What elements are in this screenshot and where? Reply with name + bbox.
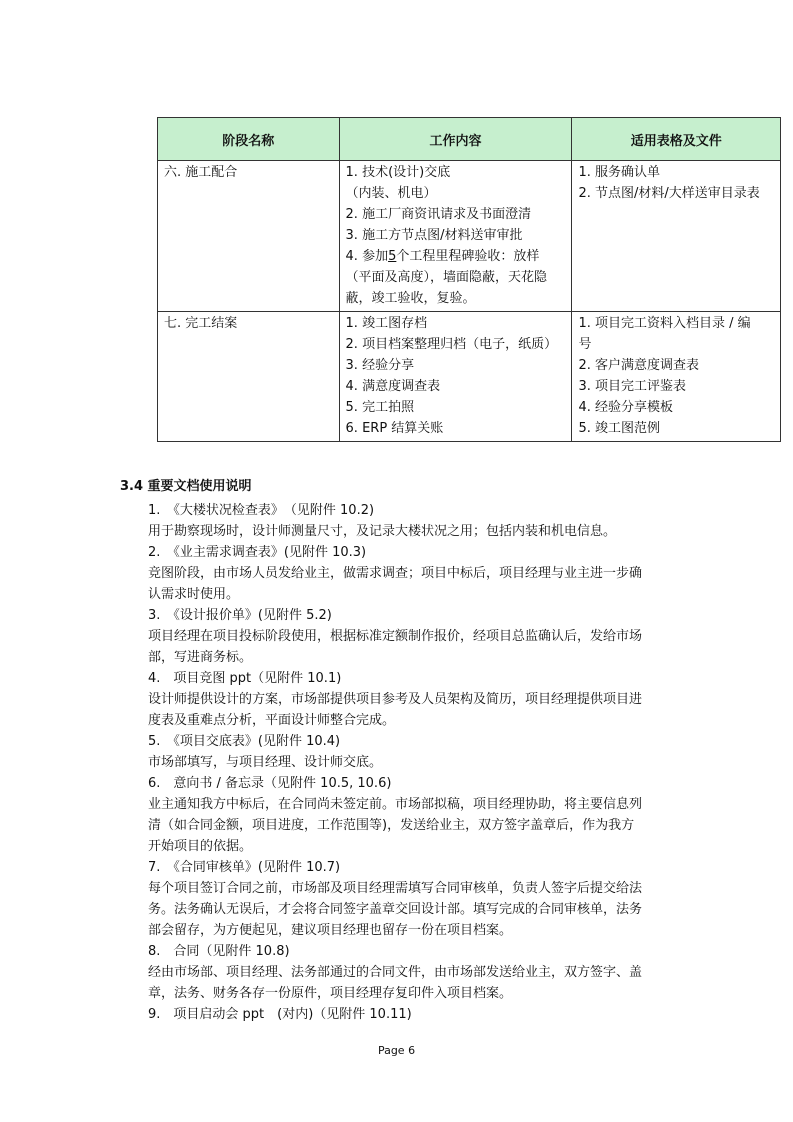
- doc-item-title: 4. 项目竞图 ppt（见附件 10.1): [148, 671, 342, 686]
- doc-item-description-line: 度表及重难点分析，平面设计师整合完成。: [148, 713, 396, 728]
- doc-item-description-line: 每个项目签订合同之前，市场部及项目经理需填写合同审核单，负责人签字后提交给法: [148, 881, 643, 896]
- page-number: Page 6: [377, 1044, 416, 1057]
- stage-cell: [158, 312, 340, 442]
- doc-line: 2. 客户满意度调查表: [578, 358, 700, 373]
- doc-item-description-line: 务。法务确认无误后，才会将合同签字盖章交回设计部。填写完成的合同审核单，法务: [148, 902, 643, 917]
- header-docs: 适用表格及文件: [572, 118, 781, 161]
- doc-item-description-line: 市场部填写，与项目经理、设计师交底。: [148, 755, 383, 770]
- table-row: [158, 161, 781, 312]
- work-line: 2. 项目档案整理归档（电子，纸质）: [345, 337, 558, 352]
- doc-item-description-line: 章，法务、财务各存一份原件，项目经理存复印件入项目档案。: [148, 986, 513, 1001]
- doc-item-description-line: 设计师提供设计的方案，市场部提供项目参考及人员架构及简历，项目经理提供项目进: [148, 692, 643, 707]
- doc-item-description-line: 竞图阶段，由市场人员发给业主，做需求调查；项目中标后，项目经理与业主进一步确: [148, 566, 643, 581]
- doc-item-description-line: 用于勘察现场时，设计师测量尺寸，及记录大楼状况之用；包括内装和机电信息。: [148, 524, 617, 539]
- doc-item-description-line: 业主通知我方中标后，在合同尚未签定前。市场部拟稿，项目经理协助，将主要信息列: [148, 797, 643, 812]
- work-cell: [339, 312, 572, 442]
- doc-list: [120, 500, 690, 1025]
- work-line: 6. ERP 结算关账: [345, 421, 444, 436]
- work-line: 3. 施工方节点图/材料送审审批: [345, 228, 523, 243]
- doc-line: 2. 节点图/材料/大样送审目录表: [578, 186, 760, 201]
- doc-item: [120, 857, 690, 941]
- header-stage: 阶段名称: [158, 118, 340, 161]
- stage-table: [157, 117, 781, 442]
- doc-item: [120, 941, 690, 1004]
- doc-item: [120, 731, 690, 773]
- doc-line: 1. 服务确认单: [578, 165, 661, 180]
- work-line: 4. 满意度调查表: [345, 379, 441, 394]
- stage-name: 六. 施工配合: [164, 165, 238, 180]
- doc-item: [120, 668, 690, 731]
- doc-item-title: 3. 《设计报价单》(见附件 5.2): [148, 608, 332, 623]
- milestone-count: 5: [388, 249, 397, 264]
- doc-item-title: 6. 意向书 / 备忘录（见附件 10.5, 10.6): [148, 776, 392, 791]
- table-header-row: [158, 118, 781, 161]
- doc-item-title: 9. 项目启动会 ppt (对内)（见附件 10.11): [148, 1007, 412, 1022]
- doc-line: 5. 竣工图范例: [578, 421, 661, 436]
- work-line: 蔽，竣工验收，复验。: [345, 291, 476, 306]
- work-line: 1. 竣工图存档: [345, 316, 428, 331]
- docs-cell: [572, 312, 781, 442]
- doc-item: [120, 773, 690, 857]
- work-cell: [339, 161, 572, 312]
- work-line: （平面及高度），墙面隐蔽，天花隐: [345, 270, 548, 285]
- doc-item-title: 2. 《业主需求调查表》(见附件 10.3): [148, 545, 367, 560]
- doc-item-title: 1. 《大楼状况检查表》 （见附件 10.2): [148, 503, 375, 518]
- work-line: 2. 施工厂商资讯请求及书面澄清: [345, 207, 532, 222]
- work-line: [346, 246, 566, 267]
- doc-item-title: 7. 《合同审核单》(见附件 10.7): [148, 860, 341, 875]
- work-line: （内装、机电）: [345, 186, 437, 201]
- doc-item: [120, 1004, 690, 1025]
- doc-line: 4. 经验分享模板: [578, 400, 674, 415]
- docs-cell: [572, 161, 781, 312]
- doc-item-title: 8. 合同（见附件 10.8): [148, 944, 290, 959]
- table-row: [158, 312, 781, 442]
- doc-item-description-line: 项目经理在项目投标阶段使用，根据标准定额制作报价，经项目总监确认后，发给市场: [148, 629, 643, 644]
- doc-line: 3. 项目完工评鉴表: [578, 379, 687, 394]
- work-line: 1. 技术(设计)交底: [345, 165, 451, 180]
- header-work: 工作内容: [339, 118, 572, 161]
- doc-item-title: 5. 《项目交底表》(见附件 10.4): [148, 734, 341, 749]
- work-text: 4. 参加: [345, 249, 389, 264]
- important-docs-section: [120, 478, 690, 1025]
- doc-item-description-line: 认需求时使用。: [148, 587, 240, 602]
- stage-cell: [158, 161, 340, 312]
- doc-item: [120, 542, 690, 605]
- section-title: 3.4 重要文档使用说明: [120, 479, 252, 494]
- doc-line: 1. 项目完工资料入档目录 / 编: [578, 316, 751, 331]
- doc-item-description-line: 部，写进商务标。: [148, 650, 253, 665]
- doc-item-description-line: 清（如合同金额，项目进度，工作范围等)，发送给业主，双方签字盖章后，作为我方: [148, 818, 635, 833]
- doc-item: [120, 500, 690, 542]
- work-text: 个工程里程碑验收：放样: [396, 249, 540, 264]
- doc-item: [120, 605, 690, 668]
- doc-item-description-line: 部会留存，为方便起见，建议项目经理也留存一份在项目档案。: [148, 923, 513, 938]
- doc-line: 号: [578, 337, 592, 352]
- stage-name: 七. 完工结案: [164, 316, 238, 331]
- doc-item-description-line: 经由市场部、项目经理、法务部通过的合同文件，由市场部发送给业主，双方签字、盖: [148, 965, 643, 980]
- work-line: 5. 完工拍照: [345, 400, 415, 415]
- doc-item-description-line: 开始项目的依据。: [148, 839, 253, 854]
- work-line: 3. 经验分享: [345, 358, 415, 373]
